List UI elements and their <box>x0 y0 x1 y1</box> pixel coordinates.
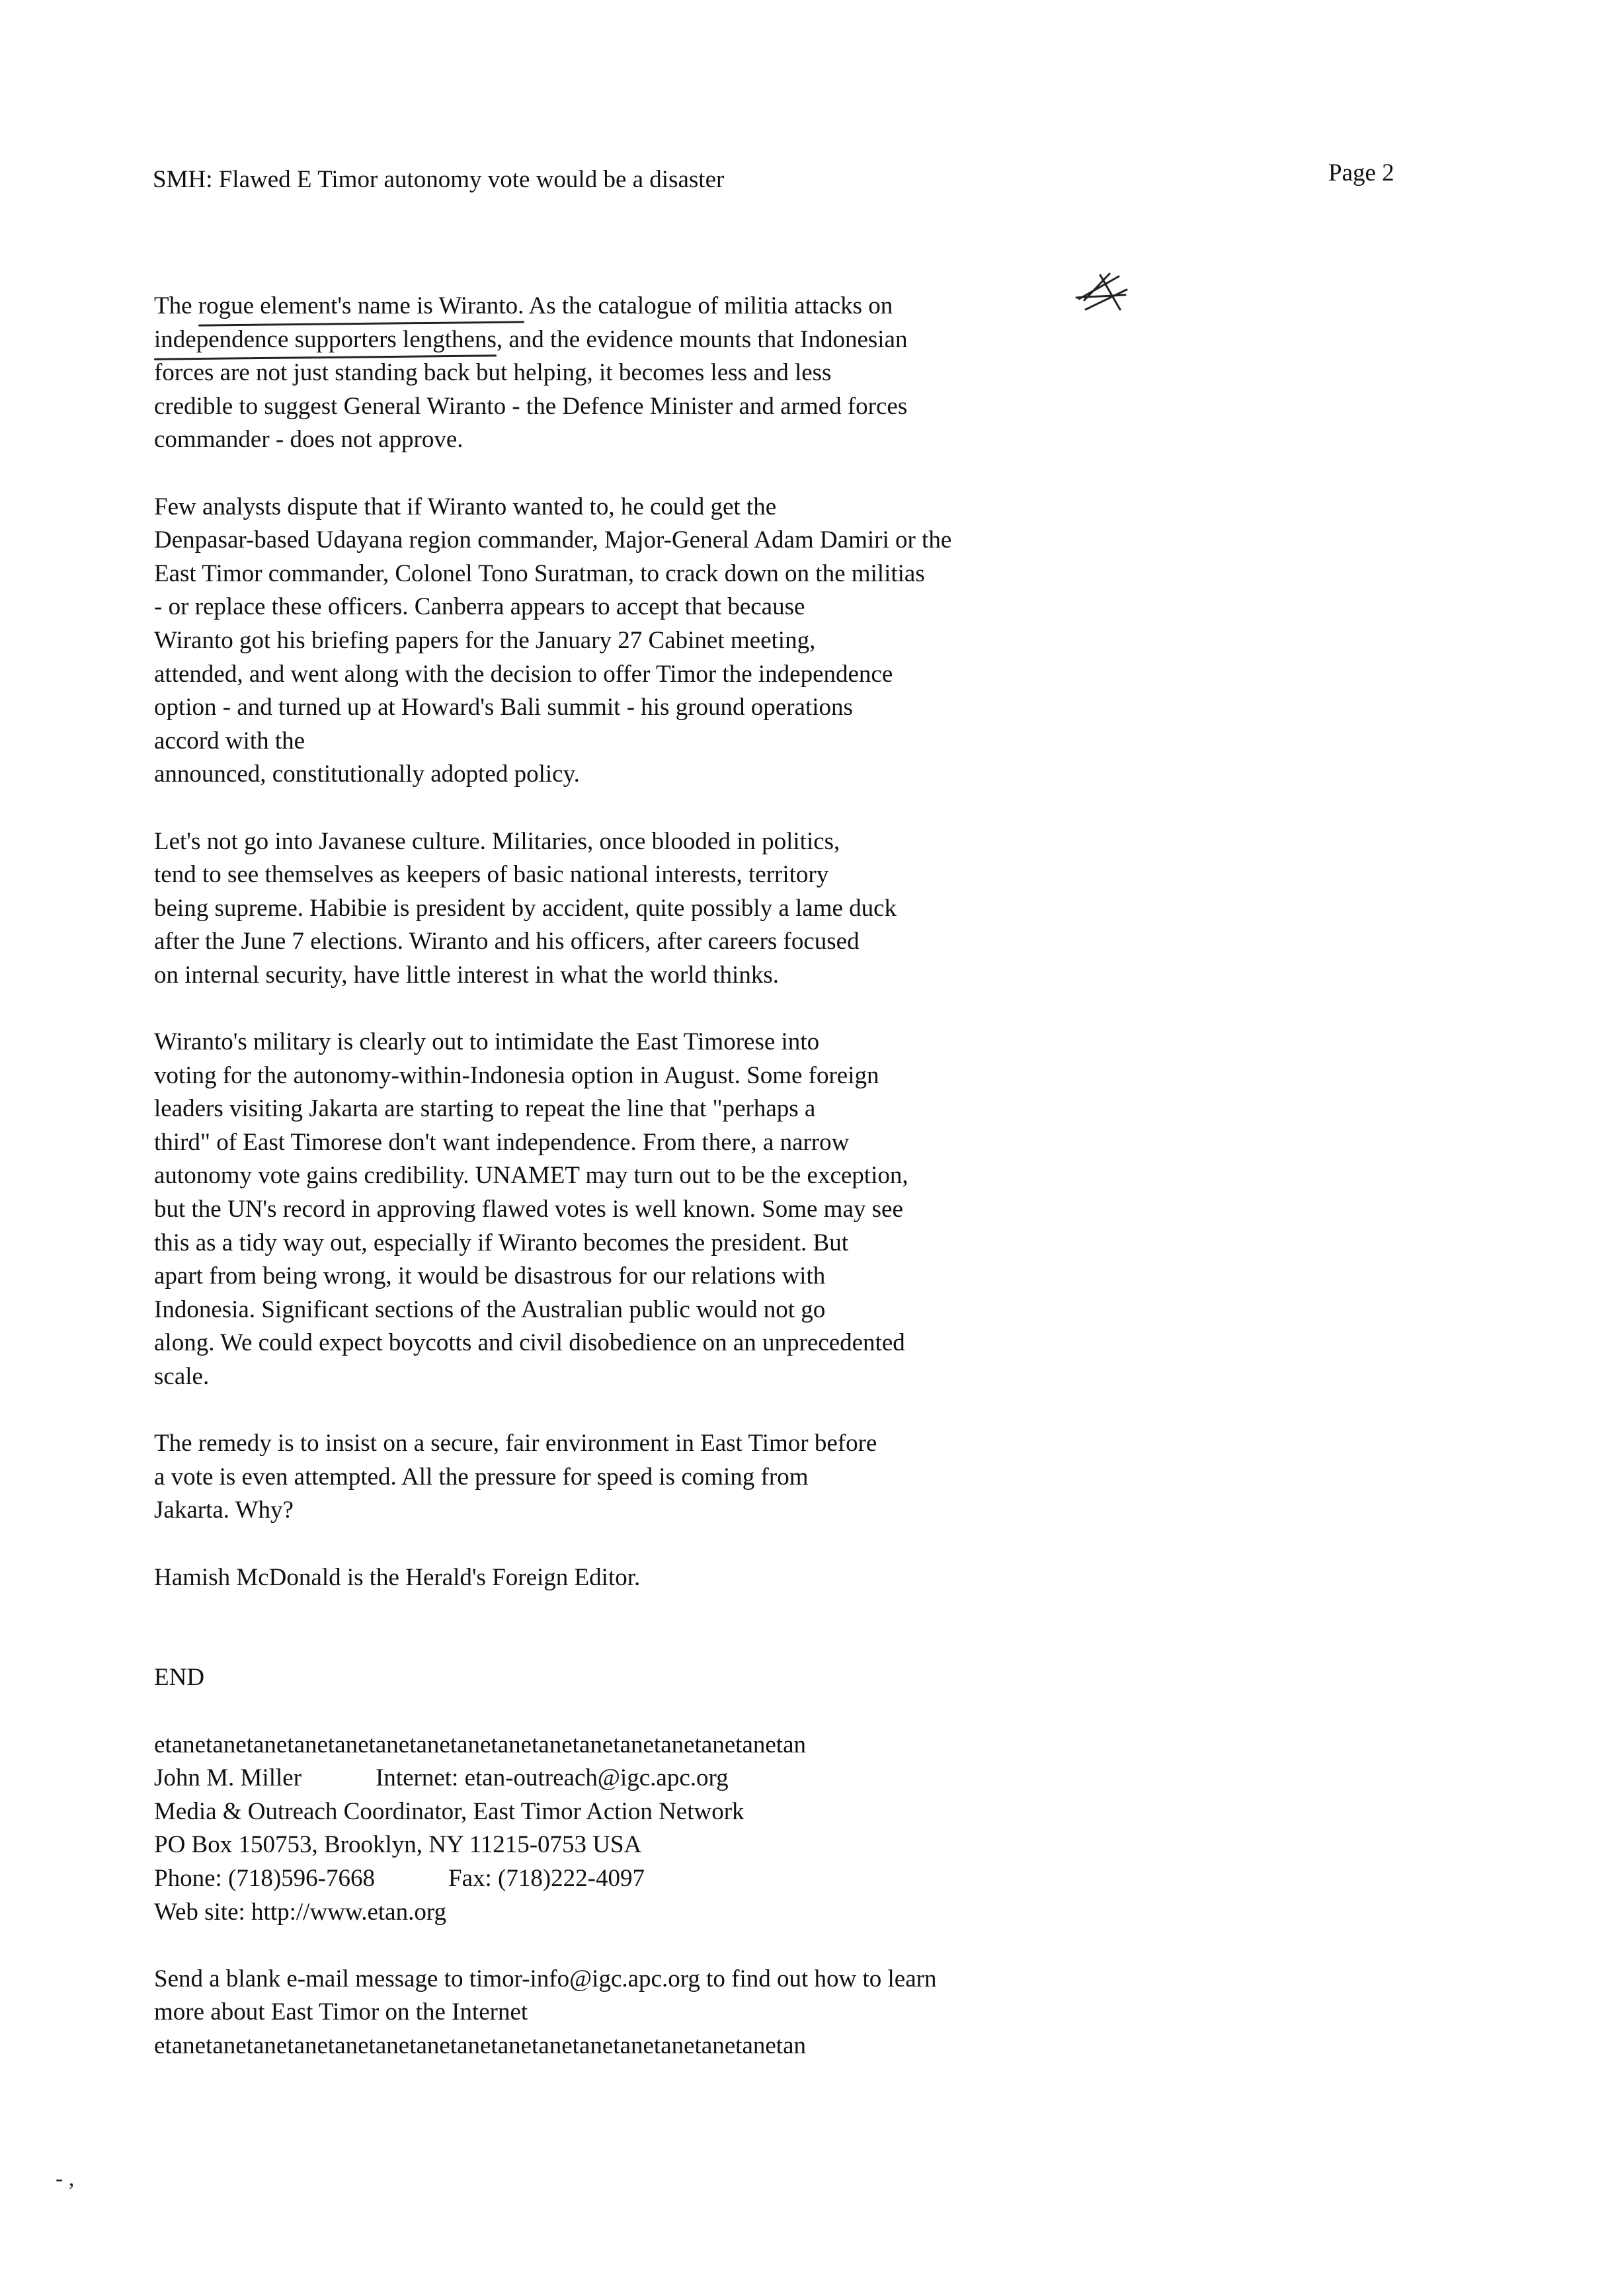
stray-scan-marks: - , <box>56 2166 75 2191</box>
text-line: Few analysts dispute that if Wiranto wanted to, he could get the <box>154 493 777 520</box>
paragraph-4 <box>154 1026 1146 1394</box>
page-number: Page 2 <box>1328 159 1394 186</box>
text-line: apart from being wrong, it would be disastrous for our relations with <box>154 1262 826 1290</box>
article-body <box>154 290 1146 2063</box>
header-title: SMH: Flawed E Timor autonomy vote would be a disaster <box>153 166 725 193</box>
text-line: along. We could expect boycotts and civil disobedience on an unprecedented <box>154 1329 905 1357</box>
text-line: on internal security, have little interest in what the world thinks. <box>154 961 779 989</box>
contact-name: John M. Miller <box>154 1764 302 1792</box>
text-line: - or replace these officers. Canberra appears to accept that because <box>154 593 805 621</box>
signature-block <box>154 1729 1146 1930</box>
text-line: voting for the autonomy-within-Indonesia option in August. Some foreign <box>154 1061 879 1089</box>
contact-phone: Phone: (718)596-7668 <box>154 1864 375 1892</box>
text-line: this as a tidy way out, especially if Wiranto becomes the president. But <box>154 1229 849 1256</box>
underlined-text: independence supporters lengthens <box>154 325 497 353</box>
text-line <box>154 1862 1146 1896</box>
text-line: scale. <box>154 1363 210 1390</box>
text-line <box>154 323 1146 357</box>
text-line: Denpasar-based Udayana region commander, Major-General Adam Damiri or the <box>154 526 952 554</box>
byline: Hamish McDonald is the Herald's Foreign Editor. <box>154 1563 641 1591</box>
text-line: a vote is even attempted. All the pressure for speed is coming from <box>154 1463 809 1491</box>
text-line: Let's not go into Javanese culture. Militaries, once blooded in politics, <box>154 827 840 855</box>
contact-fax: Fax: (718)222-4097 <box>448 1864 645 1892</box>
divider-text: etanetanetanetanetanetanetanetanetanetanetanetanetanetanetanetan <box>154 2031 806 2059</box>
text-line: third" of East Timorese don't want independence. From there, a narrow <box>154 1128 850 1156</box>
text-line: The remedy is to insist on a secure, fair environment in East Timor before <box>154 1430 877 1457</box>
contact-internet: Internet: etan-outreach@igc.apc.org <box>376 1764 729 1792</box>
divider-text: etanetanetanetanetanetanetanetanetanetanetanetanetanetanetanetan <box>154 1731 806 1758</box>
text-line: Wiranto's military is clearly out to intimidate the East Timorese into <box>154 1028 820 1056</box>
end-marker: END <box>154 1664 205 1692</box>
info-block <box>154 1963 1146 2063</box>
text-line: announced, constitutionally adopted policy. <box>154 760 580 788</box>
paragraph-1 <box>154 290 1146 457</box>
text-line: credible to suggest General Wiranto - the Defence Minister and armed forces <box>154 392 908 420</box>
underlined-text: rogue element's name is Wiranto. <box>198 292 524 319</box>
paragraph-3 <box>154 825 1146 993</box>
contact-role: Media & Outreach Coordinator, East Timor Action Network <box>154 1797 744 1825</box>
text-line: Send a blank e-mail message to timor-info@igc.apc.org to find out how to learn <box>154 1965 937 1992</box>
text-line: accord with the <box>154 727 305 755</box>
paragraph-5 <box>154 1427 1146 1528</box>
text-line: autonomy vote gains credibility. UNAMET may turn out to be the exception, <box>154 1162 908 1190</box>
text-line: East Timor commander, Colonel Tono Suratman, to crack down on the militias <box>154 559 925 587</box>
text-line: forces are not just standing back but helping, it becomes less and less <box>154 359 832 387</box>
text-line: but the UN's record in approving flawed votes is well known. Some may see <box>154 1196 903 1223</box>
text-line <box>154 290 1146 323</box>
text-run: As the catalogue of militia attacks on <box>524 292 893 319</box>
text-run: The <box>154 292 198 319</box>
text-line: Indonesia. Significant sections of the Australian public would not go <box>154 1295 826 1323</box>
text-line: Jakarta. Why? <box>154 1496 294 1524</box>
text-line: leaders visiting Jakarta are starting to repeat the line that "perhaps a <box>154 1095 816 1123</box>
text-line: attended, and went along with the decision to offer Timor the independence <box>154 660 893 688</box>
text-line: commander - does not approve. <box>154 426 463 454</box>
text-line: being supreme. Habibie is president by accident, quite possibly a lame duck <box>154 894 897 922</box>
contact-web: Web site: http://www.etan.org <box>154 1898 446 1926</box>
text-line: option - and turned up at Howard's Bali summit - his ground operations <box>154 694 853 721</box>
text-line: Wiranto got his briefing papers for the January 27 Cabinet meeting, <box>154 626 816 654</box>
text-line <box>154 1762 1146 1795</box>
text-line: after the June 7 elections. Wiranto and his officers, after careers focused <box>154 928 860 956</box>
text-line: more about East Timor on the Internet <box>154 1998 528 2026</box>
text-run: , and the evidence mounts that Indonesian <box>496 325 908 353</box>
contact-address: PO Box 150753, Brooklyn, NY 11215-0753 USA <box>154 1831 642 1859</box>
paragraph-2 <box>154 491 1146 792</box>
text-line: tend to see themselves as keepers of basic national interests, territory <box>154 861 829 889</box>
